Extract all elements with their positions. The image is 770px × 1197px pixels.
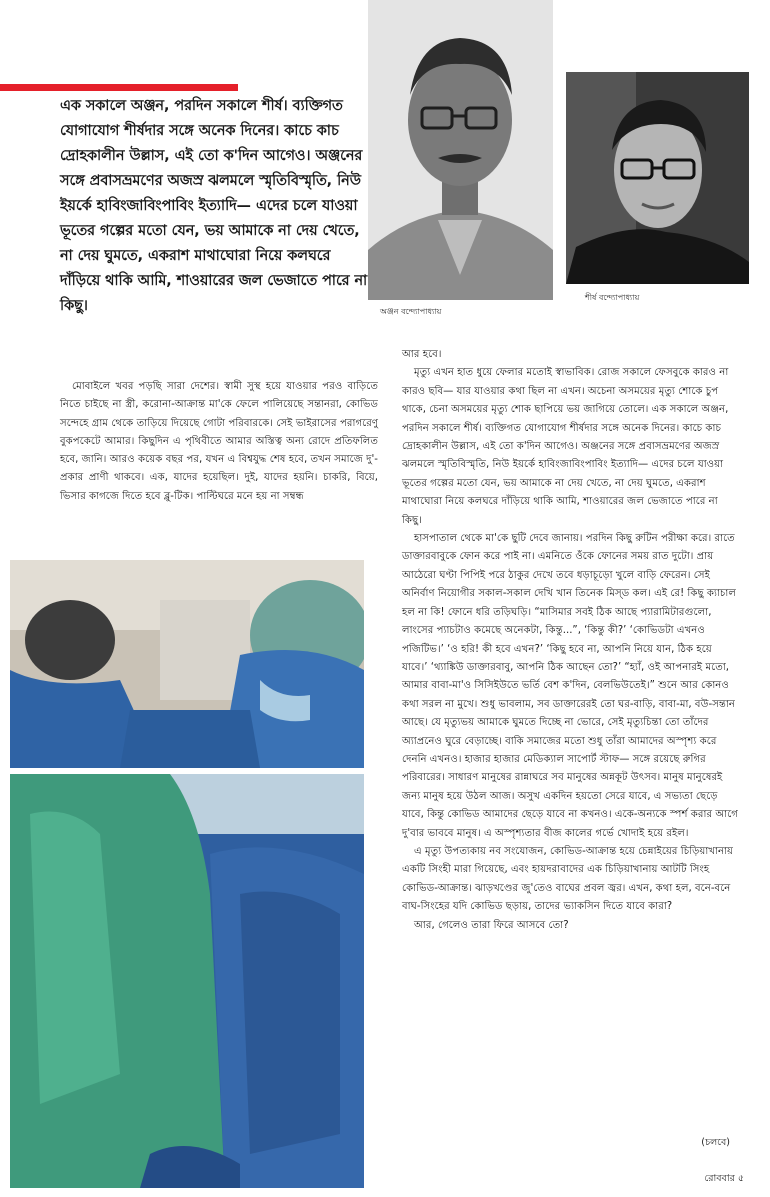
right-paragraph: এ মৃত্যু উপত্যকায় নব সংযোজন, কোভিড-আক্রান্ত হয়ে চেন্নাইয়ের চিড়িয়াখানায় একটি সিংহী মারা গিয়েছে, এবং হায়দরাবাদের এক চিড়িয়াখানায় আটটি সিংহ কোভিড-আক্রান্ত। ঝাড়খণ্ডের জু'তেও বাঘের প্রবল জ্বর। এখন, কথা হল, বনে-বনে বাঘ-সিংহের যদি কোভিড ছড়ায়, তাদের ভ্যাকসিন দিতে যাবে কারা? xyxy=(402,845,734,913)
right-paragraph: হাসপাতাল থেকে মা'কে ছুটি দেবে জানায়। পরদিন কিছু রুটিন পরীক্ষা করে। রাতে ডাক্তারবাবুকে ফোন করে পাই না। এমনিতে ওঁকে ফোনের সময় রাত দুটো। প্রায় আঠেরো ঘণ্টা পিপিই পরে ঠাকুর দেখে তবে ধড়াচূড়ো খুলে বাড়ি ফেরেন। সেই অনির্বাণ নিয়োগীর সকাল-সকাল দেখি খান তিনেক মিস্‌ড কল। এই রে! কিছু ক্যাচাল হল না কি! ফোনে ধরি তড়িঘড়ি। “মাসিমার সবই ঠিক আছে প্যারামিটারগুলো, লাংসের প্যাচটাও কমেছে অনেকটা, কিন্তু...”, ‘কিন্তু কী?’ ‘কোভিডটা এখনও পজিটিভ।’ ‘ও হরি! কী হবে এখন?’ ‘কিছু হবে না, আপনি নিয়ে যান, ঠিক হয়ে যাবে।’ ‘থ্যাঙ্কিউ ডাক্তারবাবু, আপনি ঠিক আছেন তো?’ “হ্যাঁ, ওই আপনারই মতো, আমার বাবা-মা'ও সিসিইউতে ভর্তি বেশ ক'দিন, বেলভিউতেই।” শুনে আর কোনও কথা সরল না মুখে। শুধু ভাবলাম, সব ডাক্তারেরই তো ঘর-বাড়ি, বাবা-মা, বউ-সন্তান আছে। যে মৃত্যুভয় আমাকে ঘুমতে দিচ্ছে না ভোরে, সেই মৃত্যুচিন্তা তো তাঁদের অ্যাপ্রনেও ঘুরে বেড়াচ্ছে। বাকি সমাজের মতো শুধু তাঁরা আমাদের অস্পৃশ্য করে দেননি এখনও। হাজার হাজার মেডিক্যাল সাপোর্ট স্টাফ— সঙ্গে রয়েছে রুগির পরিবারের। সাধারণ মানুষের রান্নাঘরে সব মানুষের অন্নকূট উৎসব। মানুষ মানুষেরই জন্য মানুষ হয়ে উঠল আজ। অসুখ একদিন হয়তো সেরে যাবে, এ সভ্যতা ছেড়ে যাবে, কিন্তু কোভিড আমাদের ছেড়ে যাবে না কখনও। একে-অন্যকে স্পর্শ করার আগে দু'বার ভাববে মানুষ। এ অস্পৃশ্যতার বীজ কালের গর্ভে খোদাই হয়ে রইল। xyxy=(402,533,738,839)
left-column xyxy=(60,378,378,506)
photo-anjan xyxy=(368,0,553,300)
photo-surgeons-bottom xyxy=(10,774,364,1188)
page-folio: রোববার ৫ xyxy=(704,1173,744,1184)
left-paragraph: মোবাইলে খবর পড়ছি সারা দেশের। স্বামী সুস্থ হয়ে যাওয়ার পরও বাড়িতে নিতে চাইছে না স্ত্রী, করোনা-আক্রান্ত মা'কে ফেলে পালিয়েছে সন্তানরা, কোভিড সন্দেহে গ্রাম থেকে তাড়িয়ে দিয়েছে গোটা পরিবারকে। সেই ভাইরাসের পরাগরেণু বুকপকেটে আমার। কিছুদিন এ পৃথিবীতে আমার অস্তিত্ব অন্য রোদে প্রতিফলিত হবে, জানি। আরও কয়েক বছর পর, যখন এ বিশ্বযুদ্ধ শেষ হবে, তখন সমাজে দু'-প্রকার প্রাণী থাকবে। এক, যাদের হয়েছিল। দুই, যাদের হয়নি। চাকরি, বিয়ে, ভিসার কাগজে দিতে হবে ব্লু-টিক। পাল্টিঘরে মনে হয় না সম্বন্ধ xyxy=(60,381,378,502)
photo-shirsha xyxy=(566,72,749,284)
right-column xyxy=(402,346,740,935)
photo-surgeons-top xyxy=(10,560,364,768)
right-paragraph: আর, গেলেও তারা ফিরে আসবে তো? xyxy=(414,919,569,931)
continued-note: (চলবে) xyxy=(701,1137,730,1148)
right-paragraph-lead: আর হবে। xyxy=(402,349,442,360)
pull-quote: এক সকালে অঞ্জন, পরদিন সকালে শীর্ষ। ব্যক্তিগত যোগাযোগ শীর্ষদার সঙ্গে অনেক দিনের। কাচে কাচ দ্রোহকালীন উল্লাস, এই তো ক'দিন আগেও। অঞ্জনের সঙ্গে প্রবাসভ্রমণের অজস্র ঝলমলে স্মৃতিবিস্মৃতি, নিউ ইয়র্কে হাবিংজাবিংপাবিং ইত্যাদি— এদের চলে যাওয়া ভূতের গল্পের মতো যেন, ভয় আমাকে না দেয় খেতে, না দেয় ঘুমতে, একরাশ মাথাঘোরা নিয়ে কলঘরে দাঁড়িয়ে থাকি আমি, শাওয়ারের জল ভেজাতে পারে না কিছু। xyxy=(60,98,368,314)
accent-rule xyxy=(0,84,238,91)
caption-shirsha: শীর্ষ বন্দ্যোপাধ্যায় xyxy=(585,293,640,302)
right-paragraph: মৃত্যু এখন হাত ধুয়ে ফেলার মতোই স্বাভাবিক। রোজ সকালে ফেসবুকে কারও না কারও ছবি— যার যাওয়ার কথা ছিল না এখন। অচেনা অসময়ের মৃত্যু শোকে চুপ থাকে, চেনা অসময়ের মৃত্যু শোক ছাপিয়ে ভয় জাগিয়ে তোলে। এক সকালে অঞ্জন, পরদিন সকালে শীর্ষ। ব্যক্তিগত যোগাযোগ শীর্ষদার সঙ্গে অনেক দিনের। কাচে কাচ দ্রোহকালীন উল্লাস, এই তো ক'দিন আগেও। অঞ্জনের সঙ্গে প্রবাসভ্রমণের অজস্র ঝলমলে স্মৃতিবিস্মৃতি, নিউ ইয়র্কে হাবিংজাবিংপাবিং ইত্যাদি— এদের চলে যাওয়া ভূতের গল্পের মতো যেন, ভয় আমাকে না দেয় খেতে, না দেয় ঘুমতে, একরাশ মাথাঘোরা নিয়ে কলঘরে দাঁড়িয়ে থাকি আমি, শাওয়ারের জল ভেজাতে পারে না কিছু। xyxy=(402,367,729,526)
caption-anjan: অঞ্জন বন্দ্যোপাধ্যায় xyxy=(380,307,442,316)
